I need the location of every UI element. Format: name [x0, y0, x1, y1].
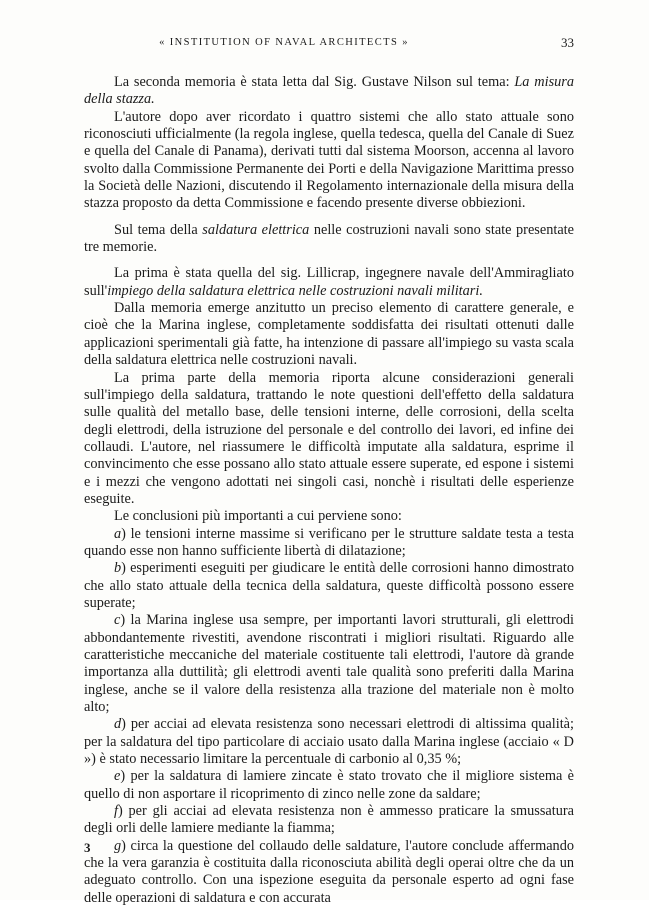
- text-run: La prima è stata quella del sig. Lillicrap, ingegnere navale dell'Ammiragliato sull': [84, 265, 574, 299]
- italic-text: c: [114, 612, 121, 629]
- signature-mark: 3: [84, 840, 91, 855]
- page-number: 33: [561, 35, 574, 50]
- italic-text: La misura della stazza.: [84, 74, 574, 108]
- paragraph: [84, 803, 574, 838]
- running-title: « INSTITUTION OF NAVAL ARCHITECTS »: [159, 37, 409, 48]
- paragraph: [84, 222, 574, 257]
- paragraph: [84, 74, 574, 109]
- text-run: La prima parte della memoria riporta alcune considerazioni generali sull'impiego della saldatura, trattando le note questioni dell'effetto della saldatura sulle qualità del metallo base, delle tensioni interne, delle corrosioni, della scelta degli elettrodi, della istruzione del personale e del controllo dei lavori, ed infine dei collaudi. L'autore, nel riassumere le difficoltà imputate alla saldatura, esprime il convincimento che esse possano allo stato attuale essere superate, ed espone i sistemi e i mezzi che vengono adottati nei singoli casi, nonchè i risultati delle esperienze eseguite.: [84, 369, 574, 507]
- paragraph: [84, 612, 574, 716]
- italic-text: a: [114, 525, 122, 542]
- text-run: Le conclusioni più importanti a cui perviene sono:: [114, 508, 402, 525]
- italic-text: saldatura elettrica: [202, 221, 310, 238]
- paragraph: [84, 716, 574, 768]
- paragraph: [84, 838, 574, 907]
- text-run: Sul tema della: [114, 221, 203, 238]
- italic-text: g: [114, 837, 122, 854]
- text-run: ) circa la questione del collaudo delle saldature, l'autore conclude affermando che la vera garanzia è costituita dalla riconosciuta abilità degli operai oltre che da un adeguato controllo. Con una ispezione eseguita da personale esperto ad ogni fase delle operazioni di saldatura e con accurata: [84, 837, 574, 906]
- italic-text: f: [114, 803, 118, 820]
- running-head: [84, 35, 574, 53]
- text-run: ) per gli acciai ad elevata resistenza non è ammesso praticare la smussatura degli orli delle lamiere mediante la fiamma;: [84, 803, 574, 837]
- paragraph: [84, 370, 574, 509]
- paragraph: [84, 300, 574, 369]
- paragraph: [84, 508, 574, 525]
- italic-text: b: [114, 560, 122, 577]
- italic-text: e: [114, 768, 121, 785]
- italic-text: impiego della saldatura elettrica nelle costruzioni navali militari.: [107, 282, 483, 299]
- text-run: L'autore dopo aver ricordato i quattro sistemi che allo stato attuale sono riconosciuti ufficialmente (la regola inglese, quella tedesca, quella del Canale di Suez e quella del Canale di Panama), derivati tutti dal sistema Moorson, accenna al lavoro svolto dalla Commissione Permanente dei Porti e della Navigazione Marittima presso la Società delle Nazioni, discutendo il Regolamento internazionale della misura della stazza proposto da detta Commissione e facendo presente diverse obbiezioni.: [84, 108, 574, 212]
- paragraph: [84, 560, 574, 612]
- body-text: [84, 74, 574, 907]
- paragraph: [84, 265, 574, 300]
- text-run: ) esperimenti eseguiti per giudicare le entità delle corrosioni hanno dimostrato che allo stato attuale della tecnica della saldatura, queste difficoltà possono essere superate;: [84, 560, 574, 611]
- text-run: nelle costruzioni navali sono state presentate tre memorie.: [84, 221, 574, 256]
- text-run: La seconda memoria è stata letta dal Sig. Gustave Nilson sul tema:: [114, 74, 515, 90]
- text-run: Dalla memoria emerge anzitutto un preciso elemento di carattere generale, e cioè che la Marina inglese, completamente soddisfatta dei risultati ottenuti dalle applicazioni sperimentali già fatte, ha intenzione di passare all'impiego su vasta scala della saldatura elettrica nelle costruzioni navali.: [84, 300, 574, 369]
- text-run: ) la Marina inglese usa sempre, per importanti lavori strutturali, gli elettrodi abbondantemente rivestiti, avendone riscontrati i migliori risultati. Riguardo alle caratteristiche meccaniche del materiale costituente tali elettrodi, l'autore dà grande importanza alla duttilità; gli elettrodi aventi tale qualità sono preferiti dalla Marina inglese, anche se il valore della resistenza alla trazione del materiale non è molto alto;: [84, 612, 574, 716]
- text-run: ) per acciai ad elevata resistenza sono necessari elettrodi di altissima qualità; per la saldatura del tipo particolare di acciaio usato dalla Marina inglese (acciaio « D ») è stato necessario limitare la percentuale di carbonio al 0,35 %;: [84, 716, 574, 768]
- italic-text: d: [114, 716, 122, 733]
- paragraph: [84, 526, 574, 561]
- paragraph: [84, 768, 574, 803]
- text-run: ) le tensioni interne massime si verificano per le strutture saldate testa a testa quando esse non hanno sufficiente libertà di dilatazione;: [84, 525, 574, 559]
- text-run: ) per la saldatura di lamiere zincate è stato trovato che il migliore sistema è quello di non asportare il ricoprimento di zinco nelle zone da saldare;: [84, 768, 574, 802]
- paragraph: [84, 109, 574, 213]
